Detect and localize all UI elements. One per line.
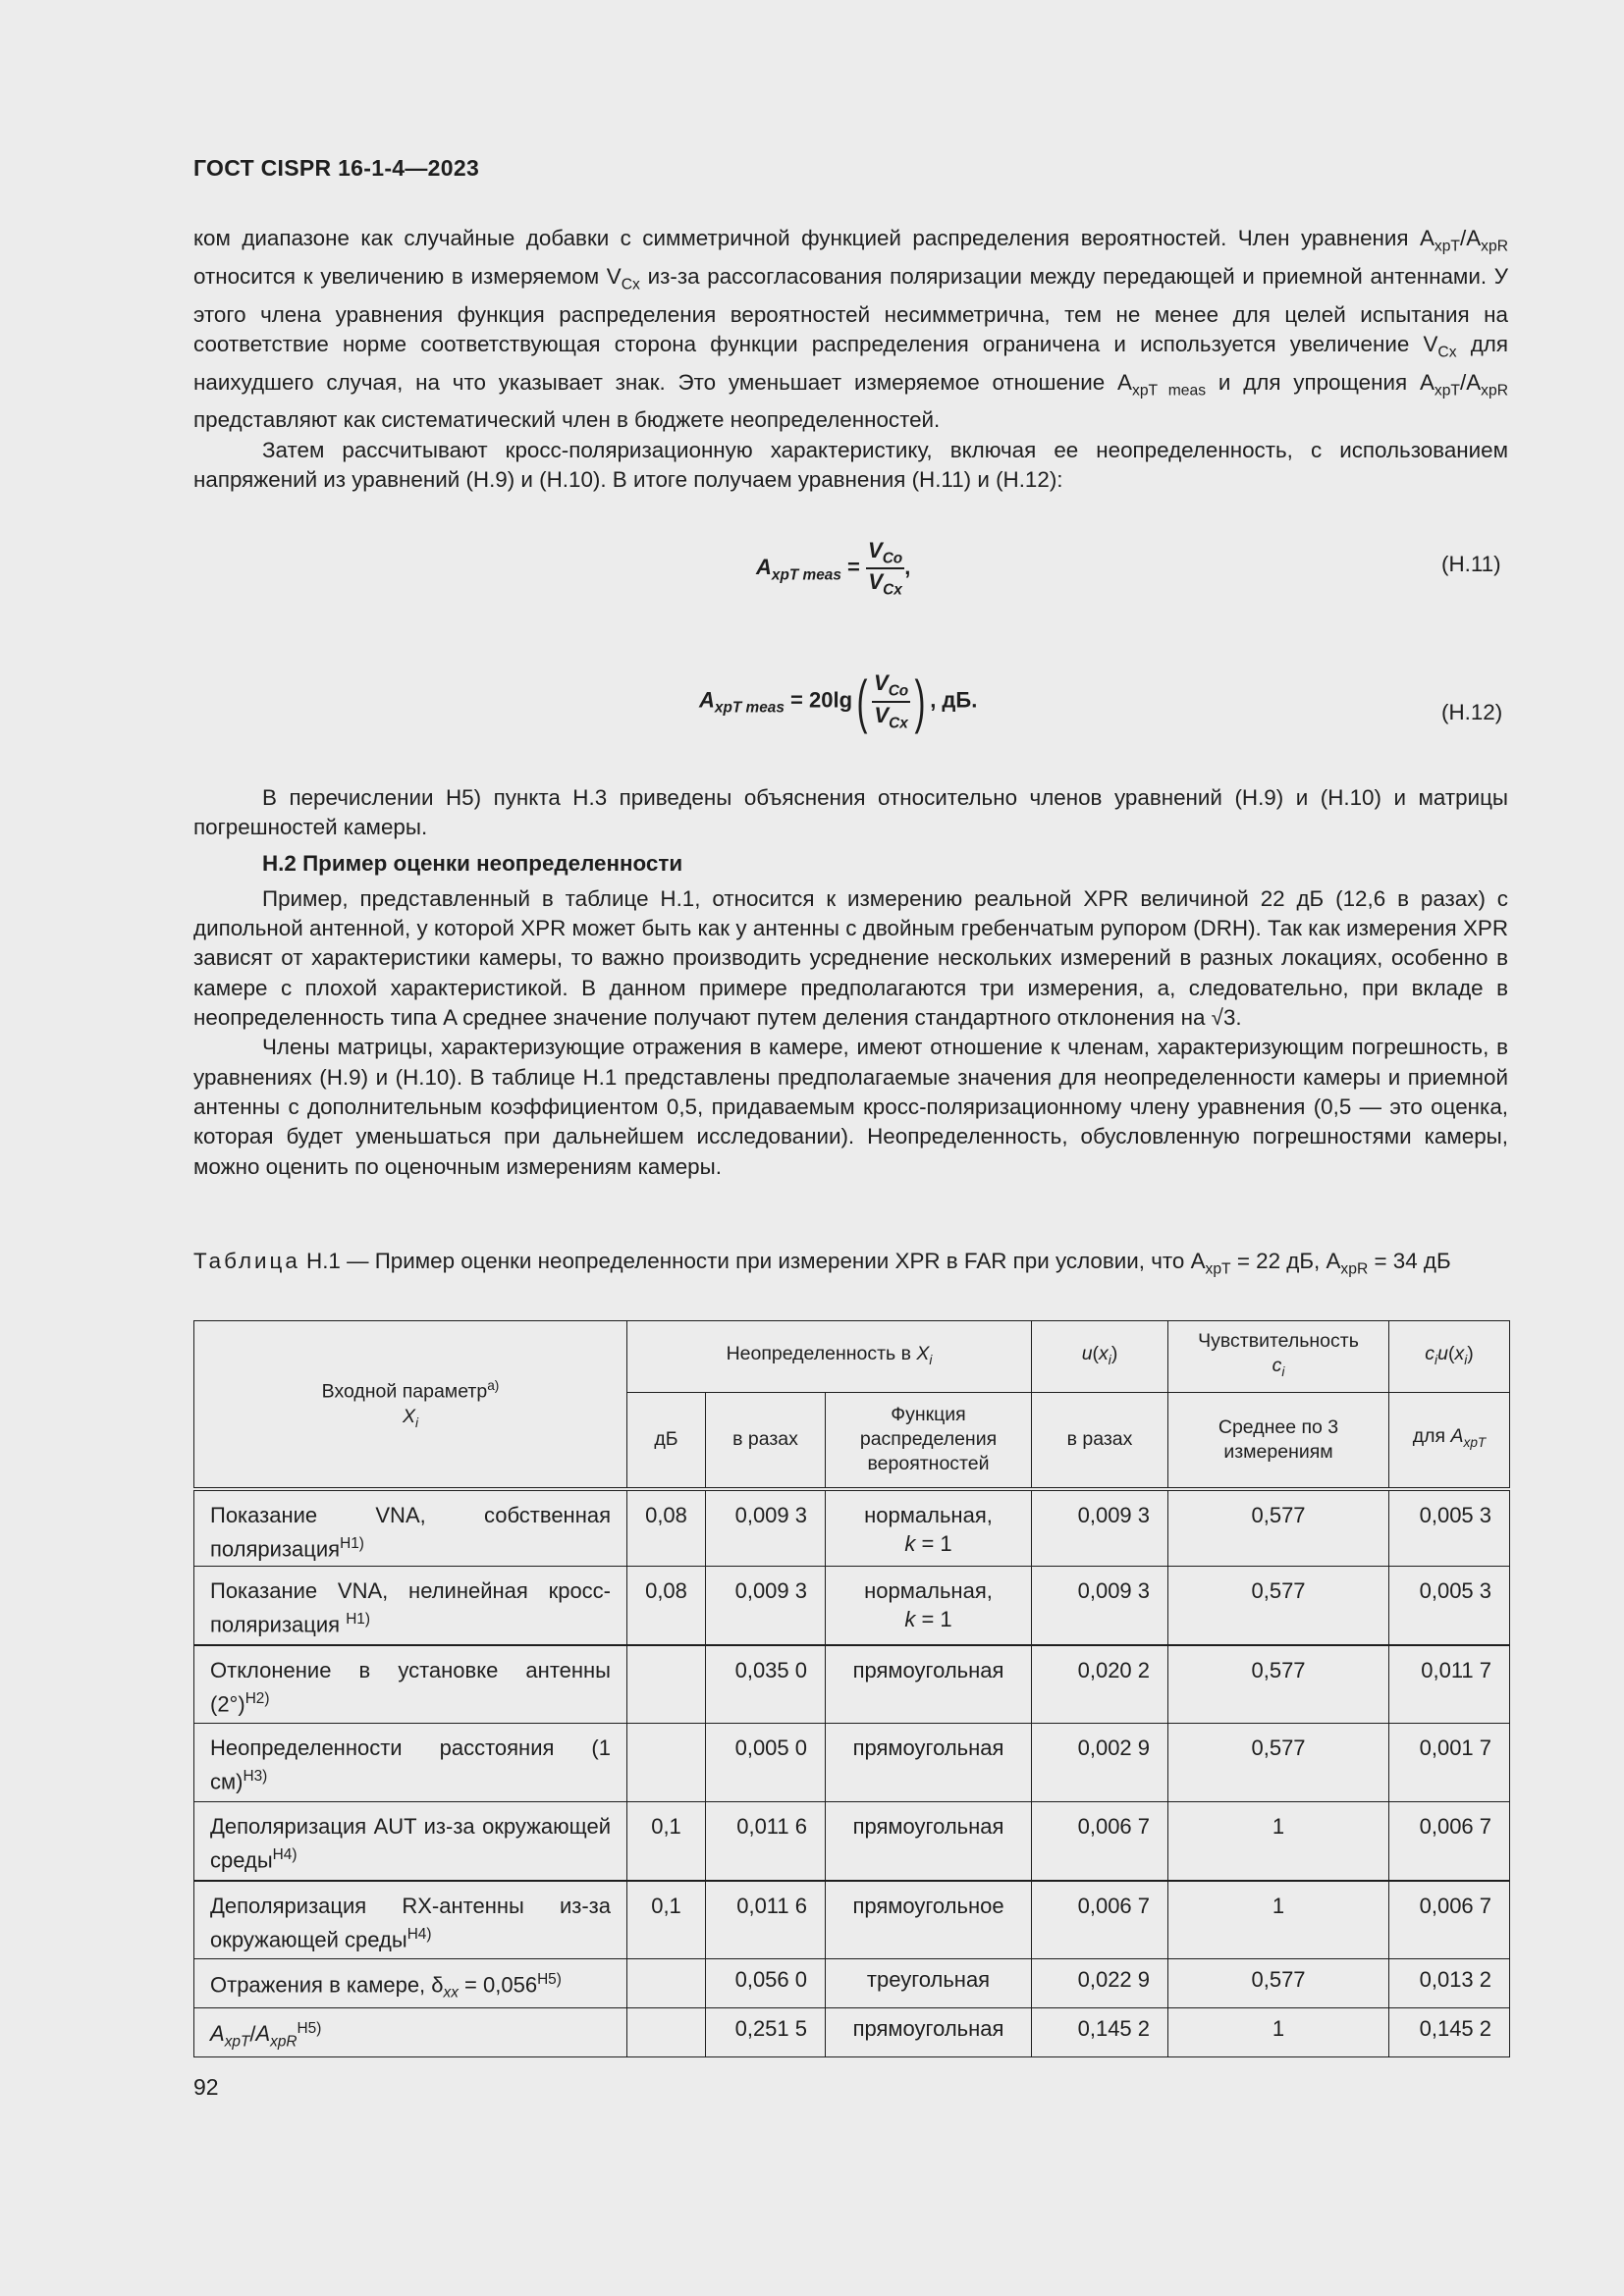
cell-parameter: $A_{xpT}/A_{xpR}^{H5)}$ xyxy=(194,2008,627,2057)
cell-db: 0,1 xyxy=(627,1802,706,1881)
cell-function: нормальная, k = 1 xyxy=(826,1489,1032,1567)
cell-parameter: Неопределенности расстояния (1 см)$^{H3)}$ xyxy=(194,1724,627,1802)
cell-times: 0,251 5 xyxy=(706,2008,826,2057)
table-caption: Таблица H.1 — Пример оценки неопределенности при измерении XPR в FAR при условии, что $A_{xpT} = 22$ дБ, $A_{xpR} = 34$ дБ xyxy=(193,1249,1451,1278)
cell-db xyxy=(627,2008,706,2057)
cell-times: 0,009 3 xyxy=(706,1567,826,1645)
table-row xyxy=(194,2008,1510,2057)
header-uncertainty: Неопределенность в $X_i$ xyxy=(627,1321,1032,1393)
cell-u: 0,006 7 xyxy=(1032,1802,1168,1881)
cell-times: 0,009 3 xyxy=(706,1489,826,1567)
header-average: Среднее по 3 измерениям xyxy=(1168,1393,1389,1489)
cell-times: 0,011 6 xyxy=(706,1802,826,1881)
table-row xyxy=(194,1567,1510,1645)
cell-times: 0,056 0 xyxy=(706,1959,826,2008)
fraction: $\frac{V_{Co}}{V_{Cx}}$ xyxy=(868,538,903,599)
cell-u: 0,145 2 xyxy=(1032,2008,1168,2057)
cell-ciu: 0,011 7 xyxy=(1389,1645,1510,1724)
cell-ciu: 0,001 7 xyxy=(1389,1724,1510,1802)
cell-function: прямоугольная xyxy=(826,2008,1032,2057)
header-u: $u(x_i)$ xyxy=(1032,1321,1168,1393)
fraction: $\frac{V_{Co}}{V_{Cx}}$ xyxy=(874,670,909,731)
paragraph: Затем рассчитывают кросс-поляризационную характеристику, включая ее неопределенность, с использованием напряжений из уравнений (H.9) и (H.10). В итоге получаем уравнения (H.11) и (H.12): xyxy=(193,437,1508,492)
cell-function: прямоугольная xyxy=(826,1724,1032,1802)
header-sensitivity: Чувствительность $c_i$ xyxy=(1168,1321,1389,1393)
table-row xyxy=(194,1959,1510,2008)
header-input-parameter: Входной параметр$^{a)}$ $X_i$ xyxy=(194,1321,627,1489)
cell-ciu: 0,013 2 xyxy=(1389,1959,1510,2008)
table-body xyxy=(194,1489,1510,2057)
header-times: в разах xyxy=(706,1393,826,1489)
cell-parameter: Отражения в камере, $\delta_{xx} = 0,056^{H5)}$ xyxy=(194,1959,627,2008)
cell-sensitivity: 0,577 xyxy=(1168,1959,1389,2008)
cell-sensitivity: 0,577 xyxy=(1168,1489,1389,1567)
cell-function: прямоугольная xyxy=(826,1645,1032,1724)
cell-ciu: 0,005 3 xyxy=(1389,1489,1510,1567)
paragraph: Пример, представленный в таблице H.1, относится к измерению реальной XPR величиной 22 дБ (12,6 в разах) с дипольной антенной, у которой XPR может быть как у антенны с двойным гребенчатым рупором (DRH). Так как измерения XPR зависят от характеристики камеры, то важно производить усреднение нескольких измерений в разных локациях, особенно в камере с плохой характеристикой. В данном примере предполагаются три измерения, а, следовательно, при вкладе в неопределенность типа A среднее значение получают путем деления стандартного отклонения на √3. xyxy=(193,885,1508,1031)
cell-sensitivity: 0,577 xyxy=(1168,1645,1389,1724)
header-times-u: в разах xyxy=(1032,1393,1168,1489)
cell-sensitivity: 1 xyxy=(1168,1881,1389,1959)
table-row xyxy=(194,1802,1510,1881)
cell-db xyxy=(627,1959,706,2008)
equation-h11: $A_{xpT meas}$ = $\frac{V_{Co}}{V_{Cx}}$ , xyxy=(756,538,911,599)
cell-db: 0,1 xyxy=(627,1881,706,1959)
cell-db xyxy=(627,1645,706,1724)
header-ciu: $c_iu(x_i)$ xyxy=(1389,1321,1510,1393)
cell-function: прямоугольное xyxy=(826,1881,1032,1959)
cell-parameter: Деполяризация AUT из-за окружающей среды$^{H4)}$ xyxy=(194,1802,627,1881)
cell-function: прямоугольная xyxy=(826,1802,1032,1881)
cell-db: 0,08 xyxy=(627,1567,706,1645)
cell-u: 0,009 3 xyxy=(1032,1489,1168,1567)
cell-ciu: 0,005 3 xyxy=(1389,1567,1510,1645)
cell-sensitivity: 0,577 xyxy=(1168,1567,1389,1645)
document-header: ГОСТ CISPR 16-1-4—2023 xyxy=(193,155,480,181)
cell-parameter: Показание VNA, нелинейная кросс-поляризация $^{H1)}$ xyxy=(194,1567,627,1645)
table-row xyxy=(194,1881,1510,1959)
cell-ciu: 0,006 7 xyxy=(1389,1881,1510,1959)
header-for-axpt: для $A_{xpT}$ xyxy=(1389,1393,1510,1489)
cell-times: 0,035 0 xyxy=(706,1645,826,1724)
cell-db xyxy=(627,1724,706,1802)
equation-number-h12: (H.12) xyxy=(1441,700,1503,724)
cell-db: 0,08 xyxy=(627,1489,706,1567)
paragraph: ком диапазоне как случайные добавки с симметричной функцией распределения вероятностей. Член уравнения $A_{xpT}/A_{xpR}$ относится к увеличению в измеряемом $V_{Cx}$ из-за рассогласования поляризации между передающей и приемной антеннами. У этого члена уравнения функция распределения вероятностей несимметрична, тем не менее для целей испытания на соответствие норме соответствующая сторона функции распределения ограничена и используется увеличение $V_{Cx}$ для наихудшего случая, на что указывает знак. Это уменьшает измеряемое отношение $A_{xpT meas}$ и для упрощения $A_{xpT}/A_{xpR}$ представляют как систематический член в бюджете неопределенностей. xyxy=(193,226,1508,433)
uncertainty-table xyxy=(193,1320,1510,2057)
paragraph: Члены матрицы, характеризующие отражения в камере, имеют отношение к членам, характеризующим погрешность, в уравнениях (H.9) и (H.10). В таблице H.1 представлены предполагаемые значения для неопределенности камеры и приемной антенны с дополнительным коэффициентом 0,5, придаваемым кросс-поляризационному члену уравнения (0,5 — это оценка, которая будет уменьшаться при дальнейшем исследовании). Неопределенность, обусловленную погрешностями камеры, можно оценить по оценочным измерениям камеры. xyxy=(193,1035,1508,1179)
cell-sensitivity: 0,577 xyxy=(1168,1724,1389,1802)
cell-sensitivity: 1 xyxy=(1168,2008,1389,2057)
cell-parameter: Показание VNA, собственная поляризация$^{H1)}$ xyxy=(194,1489,627,1567)
cell-times: 0,005 0 xyxy=(706,1724,826,1802)
cell-u: 0,006 7 xyxy=(1032,1881,1168,1959)
equation-number-h11: (H.11) xyxy=(1441,552,1501,576)
cell-sensitivity: 1 xyxy=(1168,1802,1389,1881)
cell-u: 0,002 9 xyxy=(1032,1724,1168,1802)
cell-u: 0,022 9 xyxy=(1032,1959,1168,2008)
page-number: 92 xyxy=(193,2074,219,2100)
text-block-2 xyxy=(193,783,1508,1182)
cell-parameter: Отклонение в установке антенны $(2^\circ)^{H2)}$ xyxy=(194,1645,627,1724)
cell-ciu: 0,145 2 xyxy=(1389,2008,1510,2057)
section-heading: H.2 Пример оценки неопределенности xyxy=(262,850,683,876)
cell-function: нормальная, k = 1 xyxy=(826,1567,1032,1645)
cell-ciu: 0,006 7 xyxy=(1389,1802,1510,1881)
cell-u: 0,020 2 xyxy=(1032,1645,1168,1724)
equation-h12: $A_{xpT meas} = 20\lg$( $\frac{V_{Co}}{V_{Cx}}$ ) , дБ. xyxy=(699,668,978,734)
cell-function: треугольная xyxy=(826,1959,1032,2008)
text-block-1 xyxy=(193,224,1508,495)
table-row xyxy=(194,1724,1510,1802)
cell-times: 0,011 6 xyxy=(706,1881,826,1959)
header-function: Функция распределения вероятностей xyxy=(826,1393,1032,1489)
header-db: дБ xyxy=(627,1393,706,1489)
table-row xyxy=(194,1645,1510,1724)
table-row xyxy=(194,1489,1510,1567)
paragraph: В перечислении H5) пункта H.3 приведены объяснения относительно членов уравнений (H.9) и (H.10) и матрицы погрешностей камеры. xyxy=(193,785,1508,840)
cell-u: 0,009 3 xyxy=(1032,1567,1168,1645)
cell-parameter: Деполяризация RX-антенны из-за окружающей среды$^{H4)}$ xyxy=(194,1881,627,1959)
